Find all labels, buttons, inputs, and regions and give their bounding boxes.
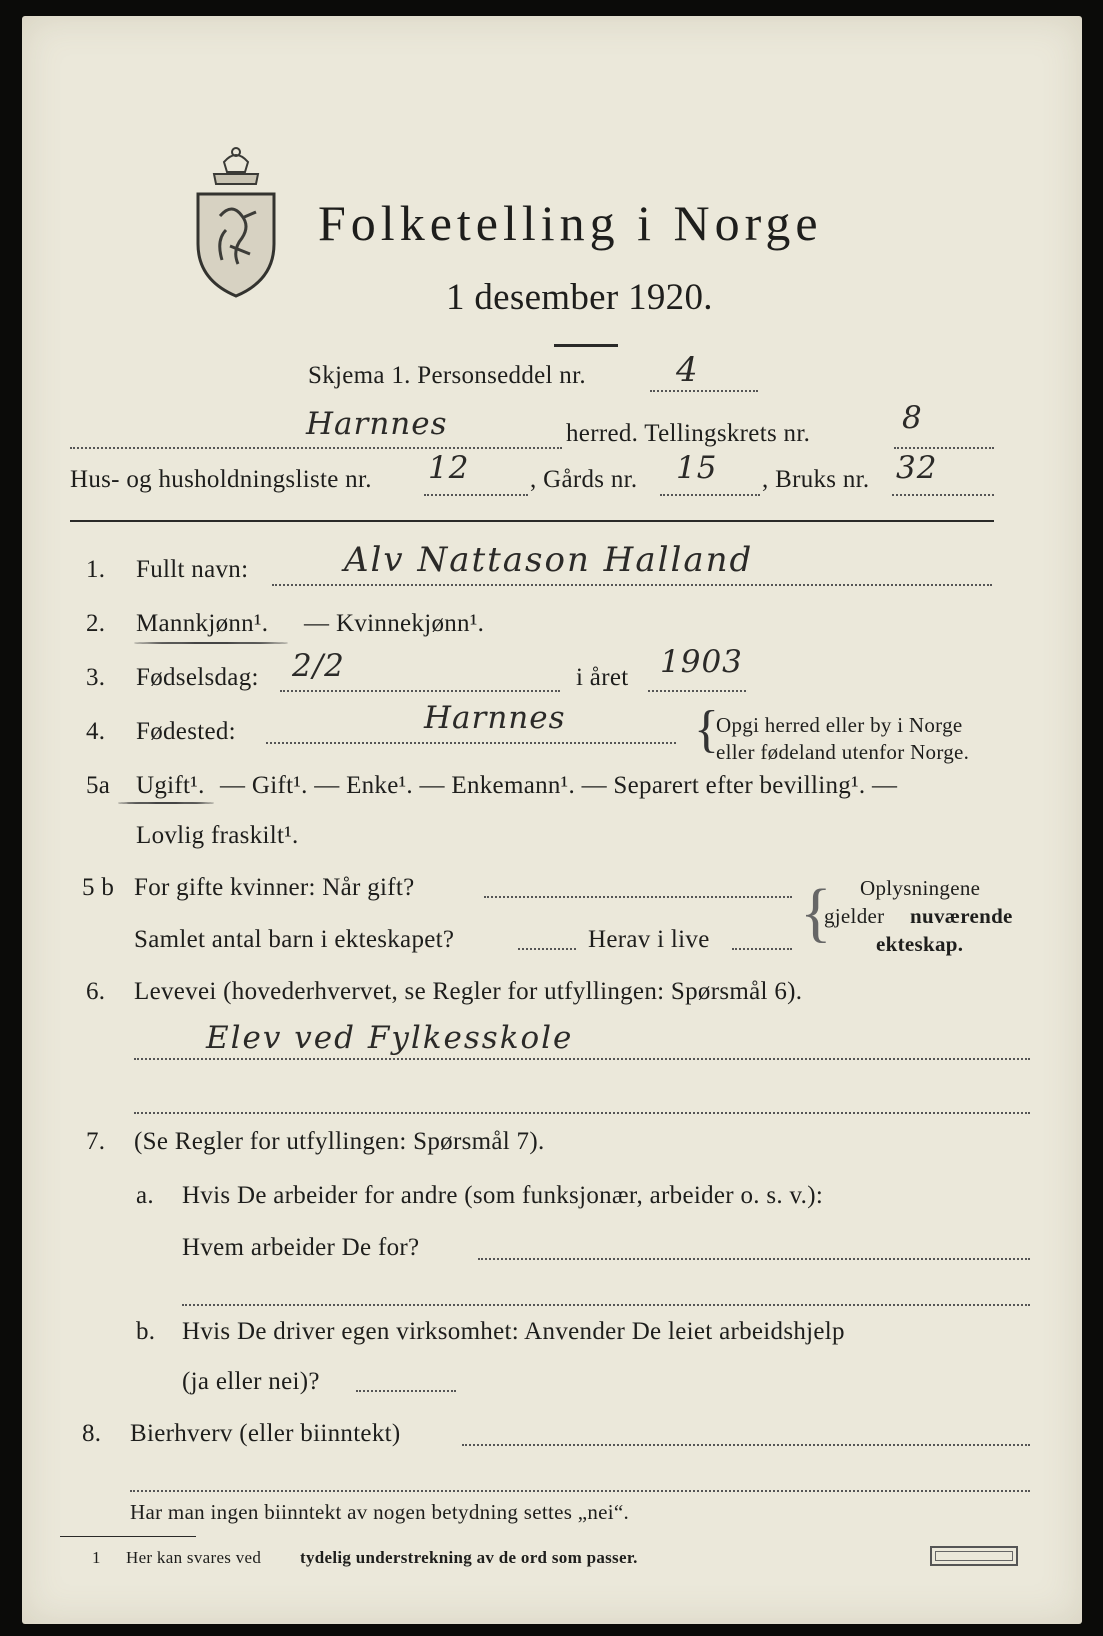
q8-label: Bierhverv (eller biinntekt) [130, 1420, 401, 1447]
q7b-hired-help-line [356, 1390, 456, 1392]
q6-line1 [134, 1058, 1030, 1060]
q5b-brace: { [800, 876, 832, 949]
q3-birth-year[interactable]: 1903 [660, 644, 743, 680]
q8-line1 [462, 1444, 1030, 1446]
q5b-alive-label: Herav i live [588, 926, 710, 953]
norwegian-coat-of-arms-icon [190, 146, 282, 298]
bruks-label: , Bruks nr. [762, 466, 870, 493]
q3-label: Fødselsdag: [136, 664, 259, 691]
q7-label: (Se Regler for utfyllingen: Spørsmål 7). [134, 1128, 545, 1155]
q6-number: 6. [86, 978, 106, 1005]
q7a-employer-line2 [182, 1304, 1030, 1306]
q3-birthdate[interactable]: 2/2 [292, 648, 345, 684]
q1-label: Fullt navn: [136, 556, 249, 583]
q8-note: Har man ingen biinntekt av nogen betydning settes „nei“. [130, 1500, 630, 1524]
q5a-number: 5a [86, 772, 111, 799]
q4-note-line1: Opgi herred eller by i Norge [716, 713, 963, 737]
herred-value[interactable]: Harnnes [306, 406, 448, 442]
footnote-text-a: Her kan svares ved [126, 1548, 262, 1567]
hus-number[interactable]: 12 [428, 450, 470, 486]
q6-label: Levevei (hovederhvervet, se Regler for utfyllingen: Spørsmål 6). [134, 978, 803, 1005]
hus-line [424, 494, 528, 496]
q8-line2 [130, 1490, 1030, 1492]
q6-occupation[interactable]: Elev ved Fylkesskole [206, 1020, 574, 1056]
q1-full-name[interactable]: Alv Nattason Halland [344, 540, 754, 580]
q7-number: 7. [86, 1128, 106, 1155]
printer-stamp-inner [935, 1551, 1013, 1561]
q5b-note-line3: ekteskap. [876, 932, 964, 956]
q4-line [266, 742, 676, 744]
q7a-number: a. [136, 1182, 154, 1209]
q1-number: 1. [86, 556, 106, 583]
q4-birthplace[interactable]: Harnnes [424, 700, 566, 736]
q2-male-underline [134, 642, 288, 644]
q3-number: 3. [86, 664, 106, 691]
q5b-alive-line [732, 948, 792, 950]
form-title: Folketelling i Norge [318, 195, 823, 251]
header-divider [70, 520, 994, 522]
q7a-employer-line [478, 1258, 1030, 1260]
q2-number: 2. [86, 610, 106, 637]
q7b-hired-help-label: (ja eller nei)? [182, 1368, 320, 1395]
q3-year-line [648, 690, 746, 692]
q5b-children-count: Samlet antal barn i ekteskapet? [134, 926, 455, 953]
q5b-note-line1: Oplysningene [860, 876, 981, 900]
personseddel-line [650, 390, 758, 392]
q5b-note-line2b: nuværende [910, 904, 1013, 928]
q2-female-option[interactable]: Kvinnekjønn¹. [336, 610, 485, 637]
bruks-line [892, 494, 994, 496]
herred-line [70, 447, 562, 449]
q1-line [272, 584, 992, 586]
printer-stamp [930, 1546, 1018, 1566]
footnote-rule [60, 1536, 196, 1537]
q2-male-option[interactable]: Mannkjønn¹. [136, 610, 269, 637]
gards-line [660, 494, 760, 496]
q5a-unmarried-underline [118, 802, 214, 804]
q2-separator: — [304, 610, 330, 637]
q6-line2 [134, 1112, 1030, 1114]
footnote-mark: 1 [92, 1548, 101, 1567]
q7b-line1: Hvis De driver egen virksomhet: Anvender De leiet arbeidshjelp [182, 1318, 845, 1345]
q5b-when-married-line [484, 896, 792, 898]
q7a-employer-label: Hvem arbeider De for? [182, 1234, 420, 1261]
gards-number[interactable]: 15 [676, 450, 718, 486]
q5a-unmarried-option[interactable]: Ugift¹. [136, 772, 205, 799]
q4-brace: { [694, 701, 719, 758]
q3-year-label: i året [576, 664, 629, 691]
q8-number: 8. [82, 1420, 102, 1447]
q4-label: Fødested: [136, 718, 236, 745]
herred-label: herred. Tellingskrets nr. [566, 420, 811, 447]
personseddel-number[interactable]: 4 [676, 350, 699, 390]
skjema-label: Skjema 1. Personseddel nr. [308, 362, 586, 389]
q5b-number: 5 b [82, 874, 115, 901]
q5b-note-line2a: gjelder [824, 904, 885, 928]
bruks-number[interactable]: 32 [896, 450, 938, 486]
census-form-paper [22, 16, 1082, 1624]
q5b-when-married: For gifte kvinner: Når gift? [134, 874, 415, 901]
tellingskrets-line [894, 447, 994, 449]
census-date: 1 desember 1920. [446, 277, 713, 318]
gards-label: , Gårds nr. [530, 466, 638, 493]
footnote-text-b: tydelig understrekning av de ord som passer. [300, 1548, 638, 1567]
q5b-children-line [518, 948, 576, 950]
q7b-number: b. [136, 1318, 156, 1345]
hus-label: Hus- og husholdningsliste nr. [70, 466, 372, 493]
q4-number: 4. [86, 718, 106, 745]
q5a-divorced-option[interactable]: Lovlig fraskilt¹. [136, 822, 299, 849]
q7a-line1: Hvis De arbeider for andre (som funksjonær, arbeider o. s. v.): [182, 1182, 824, 1209]
q4-note-line2: eller fødeland utenfor Norge. [716, 740, 970, 764]
q5a-other-options[interactable]: — Gift¹. — Enke¹. — Enkemann¹. — Separert efter bevilling¹. — [220, 772, 898, 799]
q3-birthdate-line [280, 690, 560, 692]
title-divider [554, 344, 618, 347]
tellingskrets-number[interactable]: 8 [902, 400, 923, 436]
